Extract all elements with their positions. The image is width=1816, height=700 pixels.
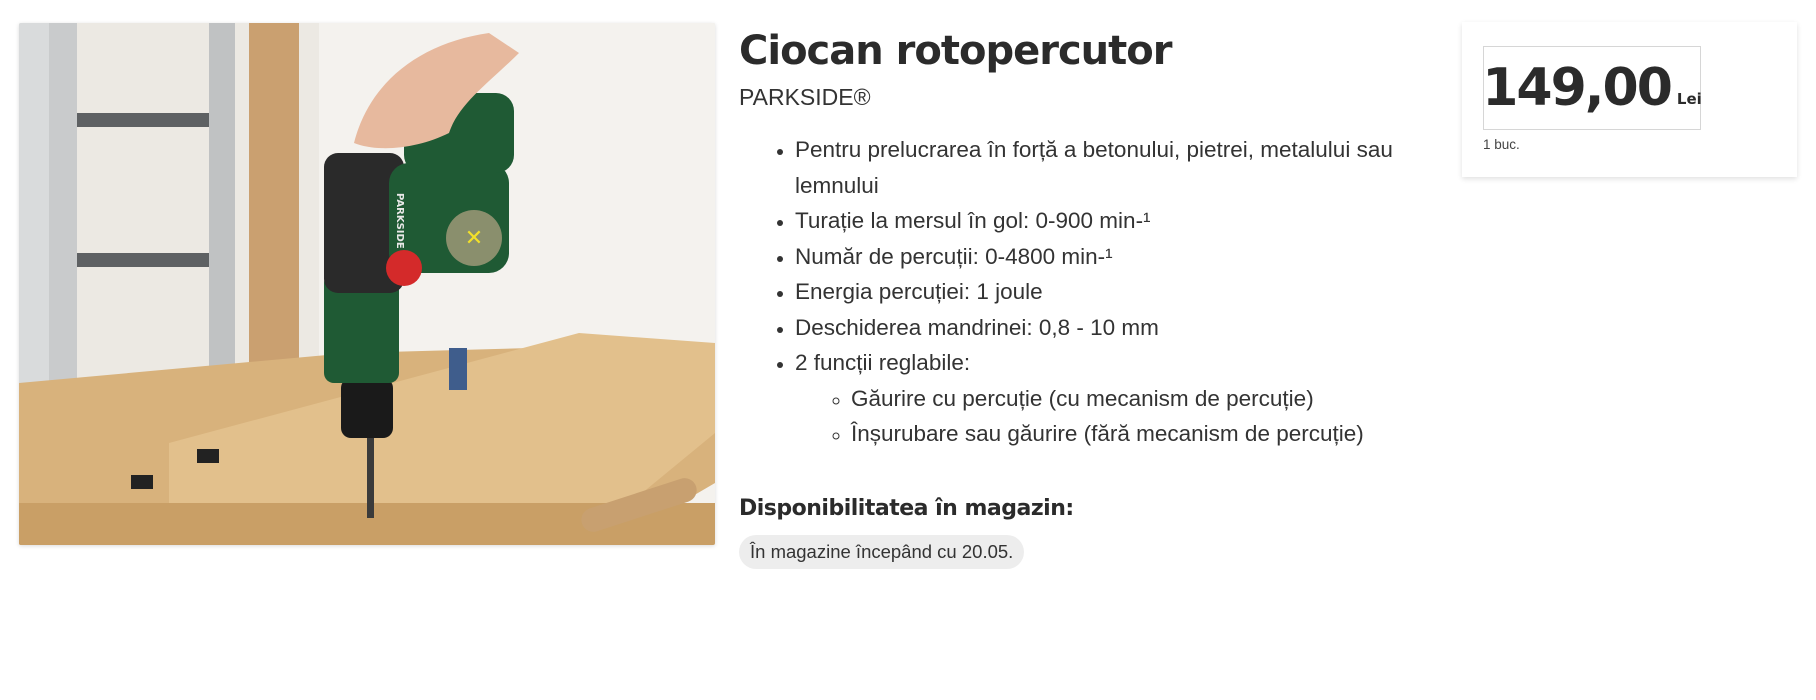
- price-unit: 1 buc.: [1483, 137, 1520, 152]
- subfeature-item: ◦ Găurire cu percuție (cu mecanism de percuție): [851, 381, 1429, 417]
- product-details: [739, 22, 1429, 569]
- product-brand: PARKSIDE®: [739, 84, 871, 110]
- product-photo: [19, 23, 715, 545]
- svg-text:✕: ✕: [464, 226, 484, 251]
- price-value: 149,00: [1482, 58, 1671, 118]
- feature-item: • Pentru prelucrarea în forță a betonului, pietrei, metalului sau lemnului: [795, 132, 1429, 203]
- feature-item-label: 2 funcții reglabile:: [795, 350, 971, 375]
- availability-title: Disponibilitatea în magazin:: [739, 495, 1074, 521]
- tool-brand-text: PARKSIDE: [394, 193, 405, 249]
- feature-item: • Energia percuției: 1 joule: [795, 274, 1429, 310]
- feature-item: • Număr de percuții: 0-4800 min-¹: [795, 239, 1429, 275]
- price-currency: Lei: [1676, 90, 1702, 108]
- feature-item: • Turație la mersul în gol: 0-900 min-¹: [795, 203, 1429, 239]
- price-box: [1483, 46, 1701, 130]
- product-image[interactable]: [19, 23, 715, 545]
- availability-badge: În magazine începând cu 20.05.: [739, 535, 1024, 569]
- feature-item-with-sublist: [795, 345, 1429, 452]
- feature-item: • Deschiderea mandrinei: 0,8 - 10 mm: [795, 310, 1429, 346]
- subfeature-list: [795, 381, 1429, 452]
- product-title: Ciocan rotopercutor: [739, 28, 1172, 74]
- price-card: [1462, 22, 1797, 177]
- feature-list: [739, 132, 1429, 452]
- subfeature-item: ◦ Înșurubare sau găurire (fără mecanism de percuție): [851, 416, 1429, 452]
